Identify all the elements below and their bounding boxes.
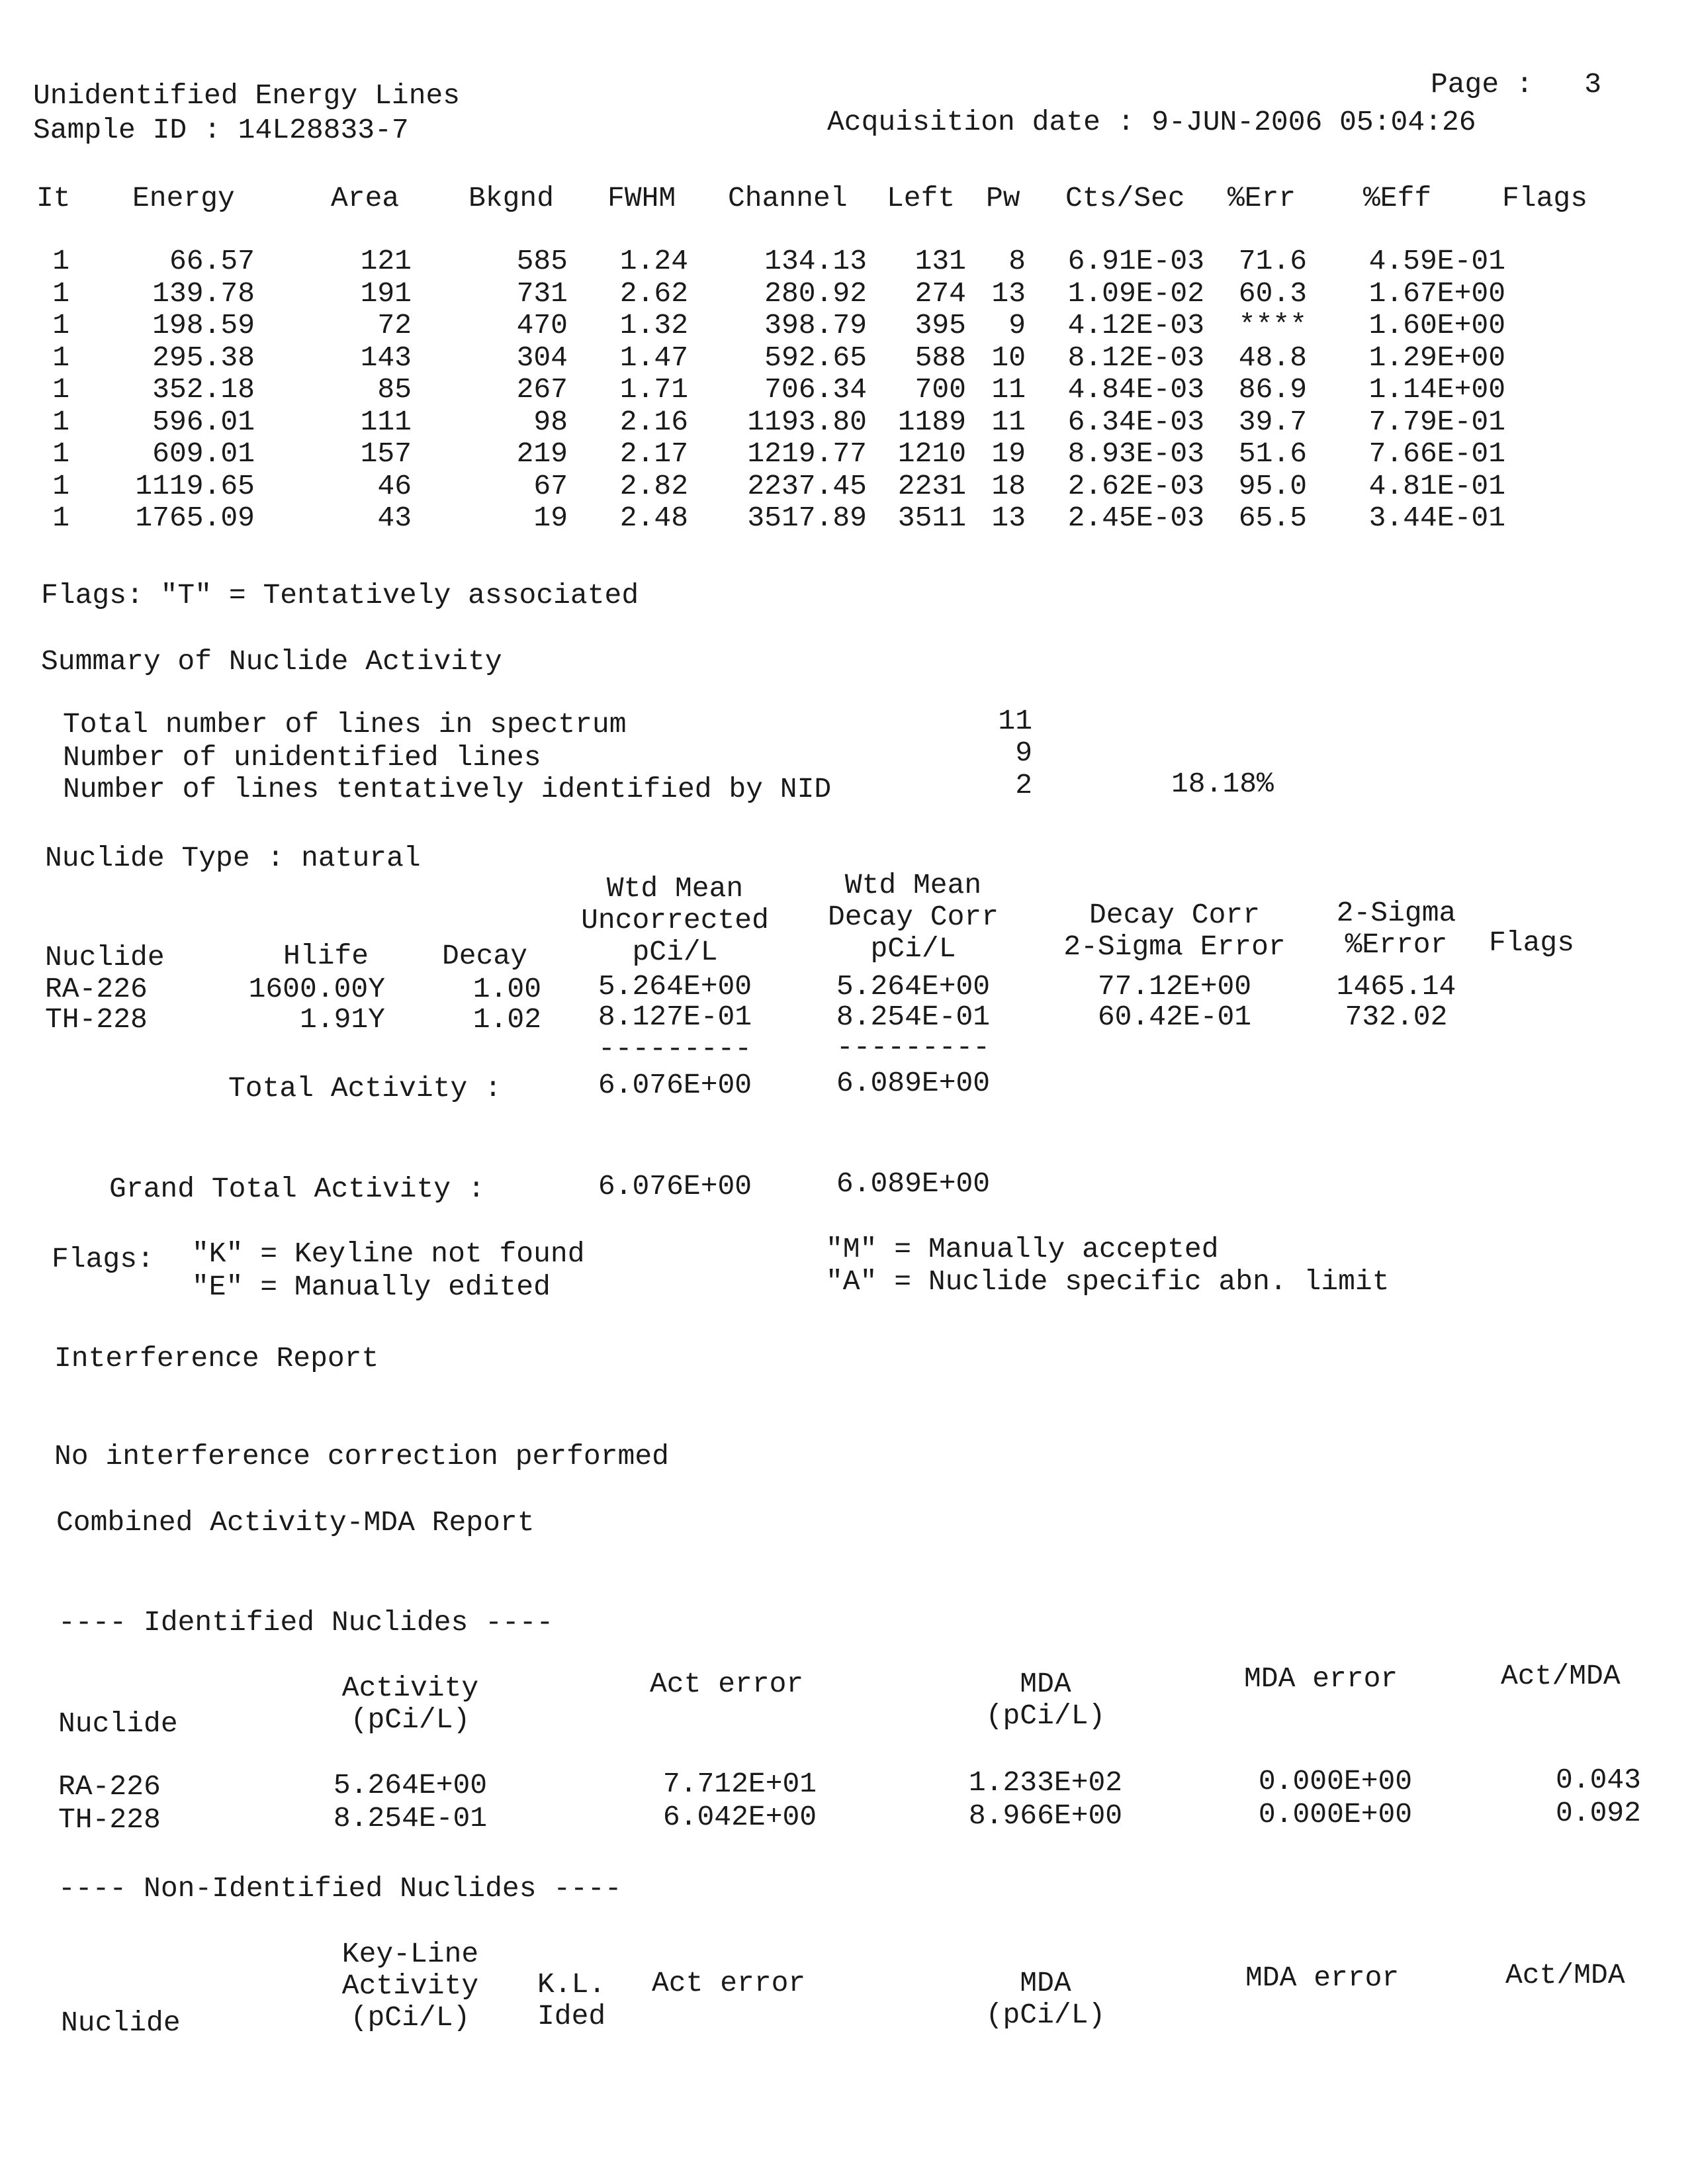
hdr-pci-1: pCi/L — [632, 936, 718, 968]
col-header-energy: Energy — [132, 182, 235, 214]
cell-fwhm: 2.82 — [619, 469, 688, 502]
summary-tent-value: 2 — [1015, 769, 1032, 801]
col-header-area: Area — [331, 182, 400, 214]
ni-hdr-act-error: Act error — [652, 1967, 806, 1999]
flag-k: "K" = Keyline not found — [192, 1238, 585, 1270]
cell-it: 1 — [52, 341, 69, 374]
nt-cell-corr: 8.254E-01 — [836, 1001, 991, 1033]
cell-cts-sec: 8.93E-03 — [1067, 437, 1204, 470]
cell-channel: 280.92 — [764, 277, 867, 310]
hdr-2sigma-error: 2-Sigma Error — [1063, 931, 1286, 963]
cell-cts-sec: 8.12E-03 — [1067, 341, 1204, 374]
cell-bkgnd: 19 — [533, 502, 568, 534]
cell-bkgnd: 731 — [516, 277, 568, 310]
col-header-cts-sec: Cts/Sec — [1065, 182, 1185, 214]
id-cell-activity: 8.254E-01 — [333, 1802, 488, 1835]
nt-cell-decay: 1.00 — [472, 973, 541, 1005]
page-number: Page : 3 — [1430, 68, 1601, 101]
total-activity-corr: 6.089E+00 — [836, 1067, 991, 1099]
cell-area: 72 — [377, 309, 412, 341]
cell-fwhm: 2.48 — [619, 502, 688, 534]
ni-hdr-activity: Activity — [341, 1970, 479, 2002]
cell-eff: 4.81E-01 — [1368, 469, 1505, 502]
cell-energy: 139.78 — [152, 277, 255, 310]
hdr-wtd-mean-1: Wtd Mean — [606, 872, 744, 905]
cell-it: 1 — [52, 277, 69, 310]
cell-energy: 609.01 — [152, 437, 255, 470]
cell-fwhm: 2.16 — [619, 405, 688, 438]
cell-cts-sec: 4.84E-03 — [1067, 373, 1204, 406]
col-header-it: It — [36, 182, 71, 214]
hdr-decay: Decay — [442, 940, 528, 972]
cell-left: 1210 — [897, 437, 966, 470]
total-activity-uncorr: 6.076E+00 — [598, 1069, 752, 1101]
hdr-pci-2: pCi/L — [870, 933, 956, 965]
id-cell-mda-error: 0.000E+00 — [1258, 1765, 1413, 1797]
ni-hdr-ided: Ided — [537, 2000, 606, 2032]
table-row — [0, 245, 1694, 278]
cell-bkgnd: 470 — [516, 309, 568, 341]
cell-energy: 352.18 — [152, 373, 255, 406]
id-cell-activity: 5.264E+00 — [333, 1769, 488, 1801]
cell-eff: 4.59E-01 — [1368, 245, 1505, 277]
nt-cell-hlife: 1600.00Y — [248, 973, 385, 1005]
nt-cell-sigma-error: 60.42E-01 — [1097, 1001, 1252, 1033]
cell-area: 111 — [360, 405, 412, 438]
cell-bkgnd: 98 — [533, 405, 568, 438]
cell-channel: 2237.45 — [747, 469, 867, 502]
cell-eff: 1.60E+00 — [1368, 309, 1505, 341]
table-row — [0, 470, 1694, 503]
cell-err: **** — [1238, 309, 1307, 341]
col-header-bkgnd: Bkgnd — [468, 182, 555, 214]
summary-total-label: Total number of lines in spectrum — [63, 708, 627, 741]
dashes-uncorr: --------- — [598, 1032, 752, 1065]
cell-it: 1 — [52, 373, 69, 406]
cell-pw: 18 — [991, 469, 1026, 502]
id-hdr-act-error: Act error — [650, 1668, 804, 1700]
cell-it: 1 — [52, 245, 69, 277]
cell-left: 131 — [914, 245, 966, 277]
id-cell-act-error: 6.042E+00 — [662, 1801, 817, 1833]
id-cell-nuclide: RA-226 — [58, 1770, 161, 1803]
cell-energy: 295.38 — [152, 341, 255, 374]
cell-bkgnd: 585 — [516, 245, 568, 277]
flag-e: "E" = Manually edited — [192, 1271, 551, 1303]
cell-pw: 11 — [991, 405, 1026, 438]
cell-fwhm: 1.71 — [619, 373, 688, 406]
hdr-2sigma: 2-Sigma — [1336, 897, 1456, 929]
nt-cell-nuclide: RA-226 — [45, 973, 148, 1005]
cell-energy: 1765.09 — [135, 502, 255, 534]
cell-channel: 592.65 — [764, 341, 867, 374]
cell-bkgnd: 304 — [516, 341, 568, 374]
cell-channel: 706.34 — [764, 373, 867, 406]
ni-hdr-nuclide: Nuclide — [61, 2007, 181, 2039]
nt-cell-hlife: 1.91Y — [299, 1003, 385, 1036]
cell-fwhm: 1.24 — [619, 245, 688, 277]
cell-left: 1189 — [897, 405, 966, 438]
nt-cell-pct-error: 732.02 — [1345, 1001, 1448, 1033]
id-cell-act-error: 7.712E+01 — [662, 1768, 817, 1800]
ni-hdr-mda-pci: (pCi/L) — [985, 1999, 1106, 2031]
nt-cell-corr: 5.264E+00 — [836, 970, 991, 1003]
col-header-fwhm: FWHM — [607, 182, 676, 214]
flags-note: Flags: "T" = Tentatively associated — [41, 579, 639, 612]
id-cell-mda: 1.233E+02 — [968, 1766, 1123, 1799]
ni-hdr-pci: (pCi/L) — [350, 2001, 470, 2034]
cell-it: 1 — [52, 502, 69, 534]
nt-cell-uncorr: 8.127E-01 — [598, 1001, 752, 1033]
cell-left: 3511 — [897, 502, 966, 534]
cell-pw: 10 — [991, 341, 1026, 374]
table-row — [0, 406, 1694, 439]
id-hdr-nuclide: Nuclide — [58, 1707, 178, 1740]
cell-area: 121 — [360, 245, 412, 277]
id-hdr-mda: MDA — [1020, 1668, 1071, 1700]
grand-total-uncorr: 6.076E+00 — [598, 1170, 752, 1203]
cell-channel: 398.79 — [764, 309, 867, 341]
cell-err: 65.5 — [1238, 502, 1307, 534]
cell-area: 143 — [360, 341, 412, 374]
cell-it: 1 — [52, 437, 69, 470]
cell-eff: 3.44E-01 — [1368, 502, 1505, 534]
flag-a: "A" = Nuclide specific abn. limit — [826, 1265, 1390, 1298]
cell-left: 274 — [914, 277, 966, 310]
cell-pw: 9 — [1008, 309, 1026, 341]
summary-total-value: 11 — [998, 705, 1032, 737]
col-header-flags: Flags — [1502, 182, 1588, 214]
cell-area: 157 — [360, 437, 412, 470]
cell-err: 39.7 — [1238, 405, 1307, 438]
cell-fwhm: 2.17 — [619, 437, 688, 470]
cell-left: 700 — [914, 373, 966, 406]
cell-bkgnd: 267 — [516, 373, 568, 406]
cell-eff: 7.66E-01 — [1368, 437, 1505, 470]
cell-left: 2231 — [897, 469, 966, 502]
hdr-nt-flags: Flags — [1489, 927, 1575, 959]
cell-pw: 11 — [991, 373, 1026, 406]
col-header-pw: Pw — [986, 182, 1020, 214]
cell-err: 71.6 — [1238, 245, 1307, 277]
id-cell-act-mda: 0.043 — [1555, 1764, 1641, 1796]
ni-hdr-mda-error: MDA error — [1245, 1962, 1400, 1994]
id-cell-mda-error: 0.000E+00 — [1258, 1798, 1413, 1831]
cell-err: 48.8 — [1238, 341, 1307, 374]
cell-pw: 13 — [991, 502, 1026, 534]
grand-total-label: Grand Total Activity : — [109, 1173, 485, 1205]
cell-eff: 1.29E+00 — [1368, 341, 1505, 374]
dashes-corr: --------- — [836, 1031, 991, 1064]
nt-cell-pct-error: 1465.14 — [1336, 970, 1456, 1003]
id-hdr-act-mda: Act/MDA — [1501, 1660, 1621, 1692]
ni-hdr-act-mda: Act/MDA — [1505, 1959, 1625, 1991]
cell-cts-sec: 4.12E-03 — [1067, 309, 1204, 341]
cell-area: 43 — [377, 502, 412, 534]
cell-energy: 66.57 — [169, 245, 255, 277]
cell-cts-sec: 2.62E-03 — [1067, 469, 1204, 502]
hdr-hlife: Hlife — [283, 940, 369, 972]
cell-err: 95.0 — [1238, 469, 1307, 502]
hdr-decay-corr: Decay Corr — [827, 901, 999, 933]
id-hdr-mda-pci: (pCi/L) — [985, 1700, 1106, 1732]
cell-energy: 1119.65 — [135, 469, 255, 502]
col-header-left: Left — [887, 182, 956, 214]
flag-m: "M" = Manually accepted — [826, 1233, 1219, 1265]
table-row — [0, 373, 1694, 406]
cell-left: 588 — [914, 341, 966, 374]
cell-area: 191 — [360, 277, 412, 310]
cell-area: 46 — [377, 469, 412, 502]
cell-energy: 198.59 — [152, 309, 255, 341]
id-hdr-mda-error: MDA error — [1244, 1662, 1398, 1695]
summary-tent-label: Number of lines tentatively identified by NID — [63, 773, 832, 805]
grand-total-corr: 6.089E+00 — [836, 1167, 991, 1200]
cell-pw: 13 — [991, 277, 1026, 310]
nuclide-type-label: Nuclide Type : natural — [45, 842, 421, 874]
cell-it: 1 — [52, 469, 69, 502]
cell-cts-sec: 2.45E-03 — [1067, 502, 1204, 534]
ni-hdr-kl: K.L. — [537, 1968, 606, 2001]
hdr-decay-corr-2: Decay Corr — [1089, 899, 1261, 931]
hdr-uncorrected: Uncorrected — [581, 904, 769, 936]
cell-fwhm: 1.32 — [619, 309, 688, 341]
cell-channel: 1219.77 — [747, 437, 867, 470]
cell-pw: 8 — [1008, 245, 1026, 277]
cell-err: 60.3 — [1238, 277, 1307, 310]
cell-it: 1 — [52, 309, 69, 341]
col-header-channel: Channel — [728, 182, 848, 214]
interference-title: Interference Report — [54, 1342, 379, 1375]
hdr-wtd-mean-2: Wtd Mean — [844, 869, 982, 901]
cell-eff: 1.14E+00 — [1368, 373, 1505, 406]
table-row — [0, 502, 1694, 535]
table-row — [0, 309, 1694, 342]
id-cell-nuclide: TH-228 — [58, 1803, 161, 1836]
table-row — [0, 277, 1694, 310]
sample-id: Sample ID : 14L28833-7 — [33, 114, 409, 146]
col-header-eff: %Eff — [1363, 182, 1432, 214]
interference-text: No interference correction performed — [54, 1440, 669, 1473]
nt-cell-uncorr: 5.264E+00 — [598, 970, 752, 1003]
id-cell-mda: 8.966E+00 — [968, 1799, 1123, 1832]
cell-eff: 1.67E+00 — [1368, 277, 1505, 310]
cell-fwhm: 1.47 — [619, 341, 688, 374]
summary-title: Summary of Nuclide Activity — [41, 645, 502, 678]
id-cell-act-mda: 0.092 — [1555, 1797, 1641, 1829]
ni-hdr-mda: MDA — [1020, 1967, 1071, 1999]
hdr-pct-error: %Error — [1345, 929, 1448, 961]
report-title: Unidentified Energy Lines — [33, 79, 461, 112]
cell-pw: 19 — [991, 437, 1026, 470]
cell-bkgnd: 67 — [533, 469, 568, 502]
cell-channel: 134.13 — [764, 245, 867, 277]
identified-title: ---- Identified Nuclides ---- — [58, 1606, 554, 1639]
flags2-label: Flags: — [52, 1243, 154, 1275]
lines-table-header — [0, 182, 1694, 215]
table-row — [0, 341, 1694, 375]
col-header-err: %Err — [1227, 182, 1296, 214]
cell-cts-sec: 1.09E-02 — [1067, 277, 1204, 310]
cell-it: 1 — [52, 405, 69, 438]
cell-area: 85 — [377, 373, 412, 406]
cell-cts-sec: 6.91E-03 — [1067, 245, 1204, 277]
table-row — [0, 437, 1694, 471]
combined-title: Combined Activity-MDA Report — [56, 1506, 535, 1539]
cell-left: 395 — [914, 309, 966, 341]
cell-eff: 7.79E-01 — [1368, 405, 1505, 438]
nt-cell-sigma-error: 77.12E+00 — [1097, 970, 1252, 1003]
cell-err: 51.6 — [1238, 437, 1307, 470]
cell-channel: 3517.89 — [747, 502, 867, 534]
ni-hdr-keyline: Key-Line — [341, 1938, 479, 1970]
summary-tent-pct: 18.18% — [1171, 768, 1274, 800]
id-hdr-activity: Activity — [341, 1672, 479, 1704]
cell-bkgnd: 219 — [516, 437, 568, 470]
cell-channel: 1193.80 — [747, 405, 867, 438]
summary-unid-value: 9 — [1015, 737, 1032, 769]
nt-cell-decay: 1.02 — [472, 1003, 541, 1036]
cell-energy: 596.01 — [152, 405, 255, 438]
cell-fwhm: 2.62 — [619, 277, 688, 310]
acquisition-date: Acquisition date : 9-JUN-2006 05:04:26 — [827, 106, 1476, 138]
non-identified-title: ---- Non-Identified Nuclides ---- — [58, 1872, 622, 1905]
cell-err: 86.9 — [1238, 373, 1307, 406]
cell-cts-sec: 6.34E-03 — [1067, 405, 1204, 438]
total-activity-label: Total Activity : — [228, 1072, 502, 1105]
nt-cell-nuclide: TH-228 — [45, 1003, 148, 1036]
summary-unid-label: Number of unidentified lines — [63, 741, 541, 774]
hdr-nuclide: Nuclide — [45, 941, 165, 974]
id-hdr-pci: (pCi/L) — [350, 1704, 470, 1736]
